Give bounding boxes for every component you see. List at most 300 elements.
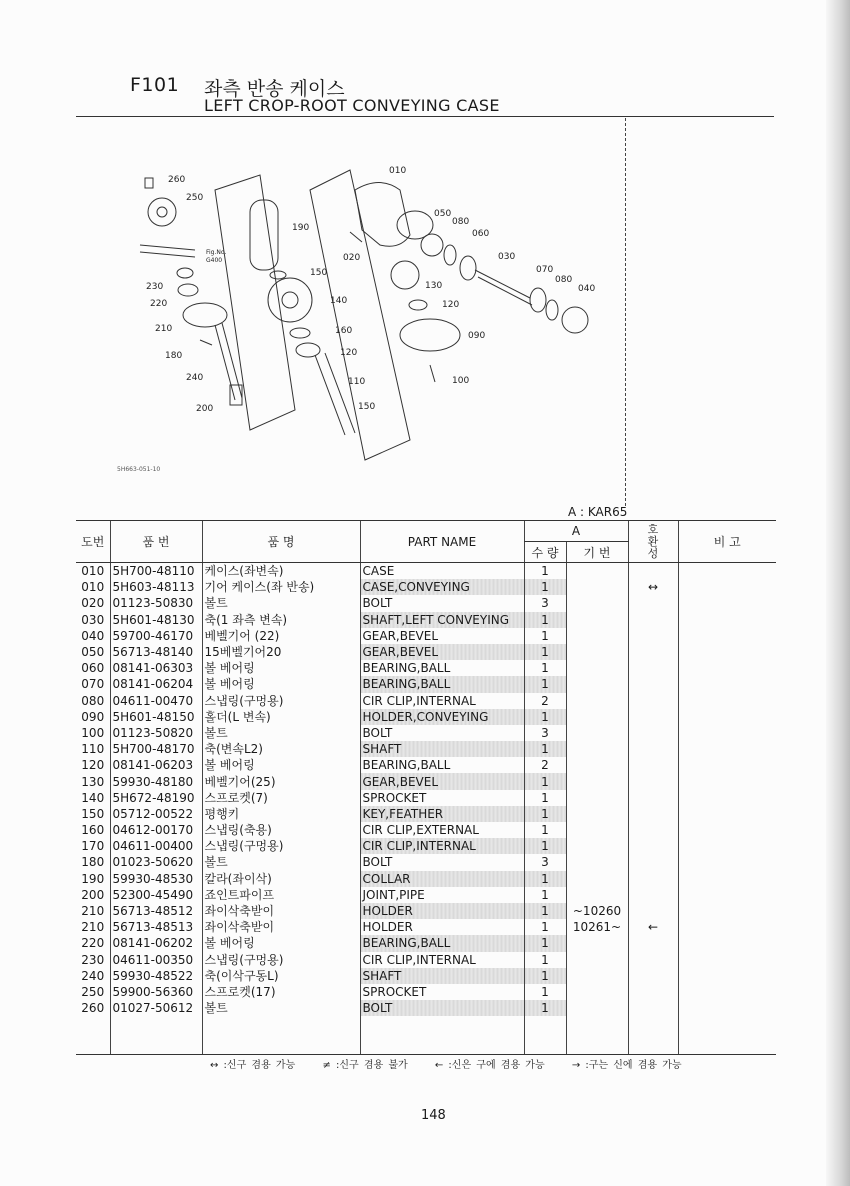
frame-outline-right xyxy=(310,170,410,460)
cell-name-ko: 스냅링(구멍용) xyxy=(202,838,360,854)
cell-serial xyxy=(566,757,628,773)
exploded-parts-diagram xyxy=(100,150,620,470)
cell-serial xyxy=(566,660,628,676)
conveying-case-010 xyxy=(355,183,410,247)
cell-remarks xyxy=(678,709,776,725)
cell-no: 030 xyxy=(81,612,105,627)
cell-name-ko: 홀더(L 변속) xyxy=(202,709,360,725)
callout-130: 130 xyxy=(425,281,443,291)
cell-remarks xyxy=(678,676,776,692)
cell-part-name: JOINT,PIPE xyxy=(360,887,524,903)
table-spacer-row xyxy=(76,1016,776,1055)
table-row xyxy=(76,854,776,870)
cell-no: 120 xyxy=(81,758,105,773)
callout-100: 100 xyxy=(452,376,470,386)
cell-part-name: SHAFT xyxy=(360,741,524,757)
cell-part-name: BOLT xyxy=(360,854,524,870)
cell-serial xyxy=(566,741,628,757)
cell-no: 220 xyxy=(81,936,105,951)
cell-serial xyxy=(566,952,628,968)
cell-part-no: 59900-56360 xyxy=(110,984,202,1000)
cell-part-name: BOLT xyxy=(360,1000,524,1016)
table-row xyxy=(76,887,776,903)
cell-no: 100 xyxy=(81,725,105,740)
cell-interchange xyxy=(628,660,678,676)
cell-part-no: 08141-06303 xyxy=(110,660,202,676)
legend-item-none: ≠ :신구 겸용 불가 xyxy=(322,1060,408,1071)
callout-210: 210 xyxy=(155,324,173,334)
cell-qty: 2 xyxy=(524,693,566,709)
cell-interchange xyxy=(628,693,678,709)
cell-part-no: 5H700-48170 xyxy=(110,741,202,757)
cell-part-name: CASE,CONVEYING xyxy=(360,579,524,595)
cell-part-name: BEARING,BALL xyxy=(360,935,524,951)
cell-part-name: BEARING,BALL xyxy=(360,676,524,692)
cell-serial xyxy=(566,887,628,903)
cell-name-ko: 스냅링(구멍용) xyxy=(202,693,360,709)
cell-serial xyxy=(566,871,628,887)
cell-part-no: 56713-48140 xyxy=(110,644,202,660)
cell-part-no: 52300-45490 xyxy=(110,887,202,903)
cell-name-ko: 스냅링(축용) xyxy=(202,822,360,838)
cell-interchange xyxy=(628,628,678,644)
model-note: A : KAR65 xyxy=(568,505,628,519)
cell-serial xyxy=(566,822,628,838)
cell-qty: 1 xyxy=(524,822,566,838)
page-edge-shadow xyxy=(826,0,850,1186)
cell-remarks xyxy=(678,838,776,854)
cell-name-ko: 볼 베어링 xyxy=(202,660,360,676)
cell-interchange xyxy=(628,612,678,628)
cell-qty: 1 xyxy=(524,903,566,919)
cell-remarks xyxy=(678,903,776,919)
cell-part-name: HOLDER xyxy=(360,919,524,935)
callout-220: 220 xyxy=(150,299,168,309)
cell-part-no: 59930-48180 xyxy=(110,773,202,789)
table-row xyxy=(76,773,776,789)
callout-040: 040 xyxy=(578,284,596,294)
cell-no: 160 xyxy=(81,823,105,838)
cell-name-ko: 볼트 xyxy=(202,854,360,870)
cell-qty: 1 xyxy=(524,871,566,887)
cell-part-no: 01023-50620 xyxy=(110,854,202,870)
cell-qty: 1 xyxy=(524,579,566,595)
cell-name-ko: 볼 베어링 xyxy=(202,757,360,773)
cell-serial xyxy=(566,984,628,1000)
cell-name-ko: 스냅링(구멍용) xyxy=(202,952,360,968)
cell-qty: 1 xyxy=(524,838,566,854)
cell-remarks xyxy=(678,741,776,757)
cell-part-no: 08141-06202 xyxy=(110,935,202,951)
cell-interchange xyxy=(628,757,678,773)
cell-qty: 1 xyxy=(524,887,566,903)
cell-no: 250 xyxy=(81,984,105,999)
cell-no: 210 xyxy=(81,920,105,935)
cell-part-no: 5H601-48130 xyxy=(110,612,202,628)
cell-part-name: COLLAR xyxy=(360,871,524,887)
section-title-english: LEFT CROP-ROOT CONVEYING CASE xyxy=(204,96,500,115)
cell-part-name: CIR CLIP,EXTERNAL xyxy=(360,822,524,838)
cell-remarks xyxy=(678,871,776,887)
table-row xyxy=(76,595,776,611)
cell-no: 260 xyxy=(81,1001,105,1016)
cell-serial xyxy=(566,790,628,806)
callout-140: 140 xyxy=(330,296,348,306)
bevel-gear-130 xyxy=(391,261,419,289)
callout-120a: 120 xyxy=(340,348,358,358)
cell-serial xyxy=(566,693,628,709)
cell-part-name: CIR CLIP,INTERNAL xyxy=(360,952,524,968)
table-row xyxy=(76,968,776,984)
table-row xyxy=(76,935,776,951)
cell-no: 080 xyxy=(81,693,105,708)
table-row xyxy=(76,579,776,595)
cell-part-name: SPROCKET xyxy=(360,984,524,1000)
cell-no: 050 xyxy=(81,645,105,660)
cell-name-ko: 좌이삭축받이 xyxy=(202,903,360,919)
cell-qty: 1 xyxy=(524,968,566,984)
cell-interchange xyxy=(628,595,678,611)
header-group-a: A xyxy=(524,521,628,542)
cell-part-no: 5H603-48113 xyxy=(110,579,202,595)
cell-name-ko: 죠인트파이프 xyxy=(202,887,360,903)
header-name-ko: 품 명 xyxy=(202,521,360,563)
table-row xyxy=(76,563,776,580)
cell-remarks xyxy=(678,628,776,644)
spacer-cell xyxy=(360,1016,524,1055)
cell-part-no: 01123-50830 xyxy=(110,595,202,611)
cell-no: 200 xyxy=(81,887,105,902)
table-row xyxy=(76,952,776,968)
cell-serial: 10261~ xyxy=(566,919,628,935)
cell-part-no: 08141-06203 xyxy=(110,757,202,773)
cell-no: 060 xyxy=(81,661,105,676)
cell-no: 070 xyxy=(81,677,105,692)
cell-qty: 1 xyxy=(524,790,566,806)
cell-remarks xyxy=(678,579,776,595)
cell-name-ko: 칼라(좌이삭) xyxy=(202,871,360,887)
cell-name-ko: 좌이삭축받이 xyxy=(202,919,360,935)
legend-item-old-to-new: → :구는 신에 겸용 가능 xyxy=(571,1060,682,1071)
cell-interchange xyxy=(628,1000,678,1016)
spacer-cell xyxy=(76,1016,110,1055)
cell-no: 180 xyxy=(81,855,105,870)
cell-serial xyxy=(566,595,628,611)
callout-250: 250 xyxy=(186,193,204,203)
holder-210 xyxy=(183,303,227,327)
header-part-no: 품 번 xyxy=(110,521,202,563)
cell-part-name: BOLT xyxy=(360,725,524,741)
section-title-korean: 좌측 반송 케이스 xyxy=(204,78,345,100)
cell-part-no: 08141-06204 xyxy=(110,676,202,692)
cell-remarks xyxy=(678,806,776,822)
cell-serial xyxy=(566,935,628,951)
callout-200: 200 xyxy=(196,404,214,414)
cell-name-ko: 볼트 xyxy=(202,725,360,741)
cell-remarks xyxy=(678,773,776,789)
cell-interchange xyxy=(628,968,678,984)
holder-090 xyxy=(400,319,460,351)
callout-080b: 080 xyxy=(555,275,573,285)
cell-no: 150 xyxy=(81,806,105,821)
cell-serial xyxy=(566,563,628,580)
callout-060: 060 xyxy=(472,229,490,239)
table-row xyxy=(76,984,776,1000)
cell-part-name: CIR CLIP,INTERNAL xyxy=(360,838,524,854)
cell-part-no: 05712-00522 xyxy=(110,806,202,822)
table-row xyxy=(76,903,776,919)
cell-no: 140 xyxy=(81,790,105,805)
cell-no: 170 xyxy=(81,839,105,854)
cell-part-no: 56713-48512 xyxy=(110,903,202,919)
cell-name-ko: 볼트 xyxy=(202,1000,360,1016)
section-code: F101 xyxy=(130,74,180,96)
table-row xyxy=(76,871,776,887)
cell-serial xyxy=(566,725,628,741)
cell-name-ko: 베벨기어(25) xyxy=(202,773,360,789)
cell-part-name: CIR CLIP,INTERNAL xyxy=(360,693,524,709)
cell-interchange: ↔ xyxy=(628,579,678,595)
table-row xyxy=(76,612,776,628)
cell-part-name: KEY,FEATHER xyxy=(360,806,524,822)
table-row xyxy=(76,741,776,757)
table-row xyxy=(76,757,776,773)
cell-qty: 1 xyxy=(524,563,566,580)
callout-020: 020 xyxy=(343,253,361,263)
callout-260: 260 xyxy=(168,175,186,185)
cell-serial xyxy=(566,773,628,789)
cell-qty: 1 xyxy=(524,952,566,968)
cell-interchange xyxy=(628,984,678,1000)
cell-qty: 1 xyxy=(524,806,566,822)
cell-part-name: HOLDER,CONVEYING xyxy=(360,709,524,725)
cell-qty: 1 xyxy=(524,1000,566,1016)
cell-remarks xyxy=(678,1000,776,1016)
cell-qty: 1 xyxy=(524,935,566,951)
cell-serial: ~10260 xyxy=(566,903,628,919)
cell-name-ko: 볼 베어링 xyxy=(202,676,360,692)
cell-remarks xyxy=(678,984,776,1000)
cell-interchange xyxy=(628,806,678,822)
cell-interchange xyxy=(628,935,678,951)
spacer-cell xyxy=(202,1016,360,1055)
cell-part-name: BEARING,BALL xyxy=(360,757,524,773)
frame-outline-left xyxy=(215,175,295,430)
callout-010: 010 xyxy=(389,166,407,176)
cell-no: 230 xyxy=(81,952,105,967)
cell-interchange xyxy=(628,741,678,757)
cell-remarks xyxy=(678,822,776,838)
cell-serial xyxy=(566,806,628,822)
cell-interchange xyxy=(628,709,678,725)
spacer-cell xyxy=(628,1016,678,1055)
cell-part-no: 04612-00170 xyxy=(110,822,202,838)
cell-no: 190 xyxy=(81,871,105,886)
cell-qty: 3 xyxy=(524,725,566,741)
cell-qty: 1 xyxy=(524,773,566,789)
cell-remarks xyxy=(678,757,776,773)
callout-160: 150 xyxy=(310,268,328,278)
cell-name-ko: 기어 케이스(좌 반송) xyxy=(202,579,360,595)
cell-qty: 1 xyxy=(524,741,566,757)
cell-qty: 1 xyxy=(524,709,566,725)
cell-no: 240 xyxy=(81,968,105,983)
cell-part-no: 01123-50820 xyxy=(110,725,202,741)
cell-qty: 2 xyxy=(524,757,566,773)
cell-name-ko: 축(변속L2) xyxy=(202,741,360,757)
table-row xyxy=(76,628,776,644)
callout-070: 070 xyxy=(536,265,554,275)
cell-serial xyxy=(566,579,628,595)
cell-name-ko: 케이스(좌변속) xyxy=(202,563,360,580)
sprocket-250 xyxy=(148,198,176,226)
cell-remarks xyxy=(678,660,776,676)
cell-name-ko: 축(이삭구동L) xyxy=(202,968,360,984)
cell-part-no: 59930-48530 xyxy=(110,871,202,887)
table-row xyxy=(76,676,776,692)
callout-050: 050 xyxy=(434,209,452,219)
cell-interchange xyxy=(628,725,678,741)
table-row xyxy=(76,806,776,822)
page-number: 148 xyxy=(421,1108,446,1123)
cell-qty: 3 xyxy=(524,854,566,870)
cell-remarks xyxy=(678,968,776,984)
cell-qty: 1 xyxy=(524,984,566,1000)
cell-interchange xyxy=(628,644,678,660)
legend-item-both: ↔ :신구 겸용 가능 xyxy=(210,1060,296,1071)
cell-remarks xyxy=(678,693,776,709)
callout-080a: 080 xyxy=(452,217,470,227)
cell-name-ko: 베벨기어 (22) xyxy=(202,628,360,644)
legend-item-new-to-old: ← :신은 구에 겸용 가능 xyxy=(434,1060,545,1071)
cell-interchange xyxy=(628,676,678,692)
cell-part-name: SHAFT,LEFT CONVEYING xyxy=(360,612,524,628)
cell-part-no: 56713-48513 xyxy=(110,919,202,935)
cell-serial xyxy=(566,644,628,660)
table-row xyxy=(76,790,776,806)
cell-part-no: 59700-46170 xyxy=(110,628,202,644)
cell-part-name: HOLDER xyxy=(360,903,524,919)
cell-name-ko: 볼 베어링 xyxy=(202,935,360,951)
callout-240: 240 xyxy=(186,373,204,383)
cell-remarks xyxy=(678,952,776,968)
cell-part-name: BOLT xyxy=(360,595,524,611)
cell-interchange xyxy=(628,563,678,580)
header-serial: 기 번 xyxy=(566,542,628,563)
cell-serial xyxy=(566,709,628,725)
cell-qty: 1 xyxy=(524,628,566,644)
cell-part-no: 5H700-48110 xyxy=(110,563,202,580)
cell-serial xyxy=(566,676,628,692)
cell-part-name: BEARING,BALL xyxy=(360,660,524,676)
callout-120b: 120 xyxy=(442,300,460,310)
cell-serial xyxy=(566,1000,628,1016)
cell-interchange xyxy=(628,838,678,854)
cell-part-name: GEAR,BEVEL xyxy=(360,644,524,660)
cell-no: 010 xyxy=(81,564,105,579)
cell-part-name: GEAR,BEVEL xyxy=(360,628,524,644)
cell-part-no: 5H601-48150 xyxy=(110,709,202,725)
fig-ref-line2: G400 xyxy=(206,257,223,264)
cell-part-no: 04611-00400 xyxy=(110,838,202,854)
cell-part-no: 04611-00470 xyxy=(110,693,202,709)
cell-qty: 1 xyxy=(524,612,566,628)
spacer-cell xyxy=(110,1016,202,1055)
header-part-name: PART NAME xyxy=(360,521,524,563)
cell-remarks xyxy=(678,563,776,580)
cell-interchange xyxy=(628,887,678,903)
spacer-cell xyxy=(566,1016,628,1055)
cell-serial xyxy=(566,854,628,870)
cell-interchange xyxy=(628,871,678,887)
bevel-gear-040 xyxy=(562,307,588,333)
cell-name-ko: 축(1 좌측 변속) xyxy=(202,612,360,628)
cell-qty: 1 xyxy=(524,660,566,676)
sprocket-140 xyxy=(268,278,312,322)
cell-qty: 3 xyxy=(524,595,566,611)
cell-remarks xyxy=(678,790,776,806)
cell-no: 040 xyxy=(81,628,105,643)
table-row xyxy=(76,725,776,741)
cell-qty: 1 xyxy=(524,919,566,935)
dashed-divider xyxy=(625,118,626,506)
cell-part-no: 59930-48522 xyxy=(110,968,202,984)
cell-interchange xyxy=(628,952,678,968)
cell-no: 110 xyxy=(81,742,105,757)
collar-190 xyxy=(250,200,278,270)
callout-230: 230 xyxy=(146,282,164,292)
cell-name-ko: 볼트 xyxy=(202,595,360,611)
cell-interchange xyxy=(628,773,678,789)
cell-no: 020 xyxy=(81,596,105,611)
interchange-legend xyxy=(210,1056,704,1071)
callout-180: 180 xyxy=(165,351,183,361)
cell-remarks xyxy=(678,935,776,951)
callout-170: 160 xyxy=(335,326,353,336)
cell-qty: 1 xyxy=(524,676,566,692)
cell-no: 130 xyxy=(81,774,105,789)
cell-part-no: 5H672-48190 xyxy=(110,790,202,806)
callout-090: 090 xyxy=(468,331,486,341)
table-row xyxy=(76,919,776,935)
cell-no: 090 xyxy=(81,709,105,724)
cell-serial xyxy=(566,628,628,644)
cell-no: 210 xyxy=(81,904,105,919)
cell-part-name: SHAFT xyxy=(360,968,524,984)
callout-150: 150 xyxy=(358,402,376,412)
cell-interchange: ← xyxy=(628,919,678,935)
spacer-cell xyxy=(678,1016,776,1055)
cell-remarks xyxy=(678,644,776,660)
cell-part-name: CASE xyxy=(360,563,524,580)
cell-part-name: GEAR,BEVEL xyxy=(360,773,524,789)
callout-190: 190 xyxy=(292,223,310,233)
header-interchange: 호 환 성 xyxy=(628,521,678,563)
cell-qty: 1 xyxy=(524,644,566,660)
cell-interchange xyxy=(628,903,678,919)
cell-name-ko: 15베벨기어20 xyxy=(202,644,360,660)
cell-name-ko: 스프로켓(7) xyxy=(202,790,360,806)
cell-remarks xyxy=(678,854,776,870)
header-remarks: 비 고 xyxy=(678,521,776,563)
table-row xyxy=(76,838,776,854)
cell-interchange xyxy=(628,790,678,806)
table-row xyxy=(76,693,776,709)
cell-serial xyxy=(566,612,628,628)
parts-table xyxy=(76,520,776,1055)
cell-interchange xyxy=(628,822,678,838)
cell-remarks xyxy=(678,612,776,628)
